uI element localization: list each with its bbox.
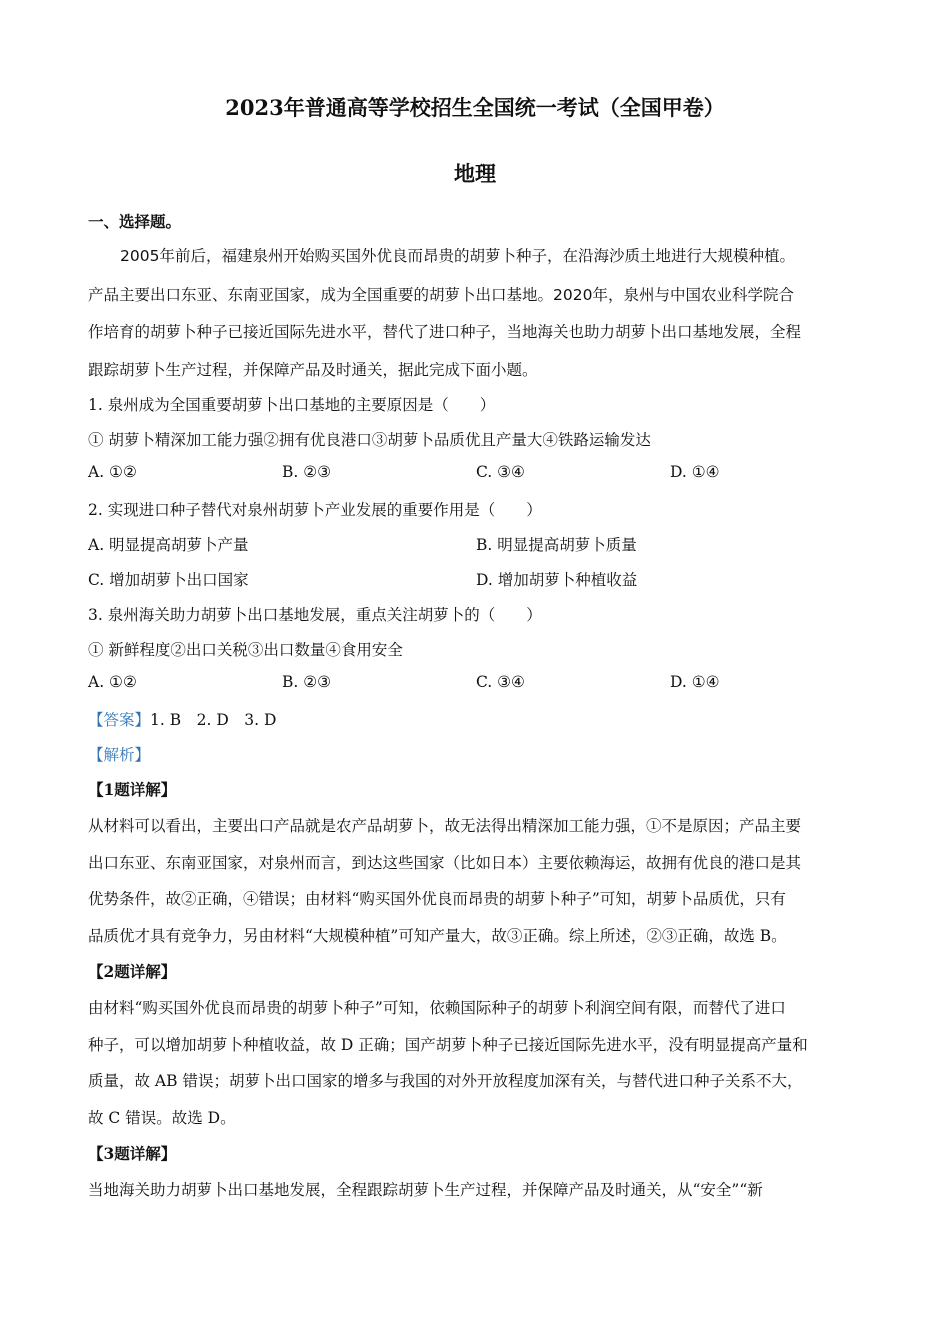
detail-1-line-3: 优势条件，故②正确，④错误；由材料“购买国外优良而昂贵的胡萝卜种子”可知，胡萝卜品质优，只有 bbox=[88, 890, 786, 908]
detail-3-label: 【3题详解】 bbox=[88, 1144, 177, 1163]
detail-2-line-4: 故 C 错误。故选 D。 bbox=[88, 1109, 236, 1127]
detail-3-line-1: 当地海关助力胡萝卜出口基地发展，全程跟踪胡萝卜生产过程，并保障产品及时通关，从“安全”“新 bbox=[88, 1181, 763, 1199]
question-1-items: ① 胡萝卜精深加工能力强②拥有优良港口③胡萝卜品质优且产量大④铁路运输发达 bbox=[88, 431, 651, 449]
question-2-option-c: C. 增加胡萝卜出口国家 bbox=[88, 571, 249, 589]
question-1-stem: 1. 泉州成为全国重要胡萝卜出口基地的主要原因是（ ） bbox=[88, 396, 496, 414]
passage-line-4: 跟踪胡萝卜生产过程，并保障产品及时通关，据此完成下面小题。 bbox=[88, 361, 538, 379]
question-1-option-c: C. ③④ bbox=[476, 463, 525, 481]
analysis-label: 【解析】 bbox=[88, 746, 151, 764]
detail-2-line-2: 种子，可以增加胡萝卜种植收益，故 D 正确；国产胡萝卜种子已接近国际先进水平，没有明显提高产量和 bbox=[88, 1036, 808, 1054]
answer-row bbox=[88, 708, 276, 730]
passage-line-3: 作培育的胡萝卜种子已接近国际先进水平，替代了进口种子，当地海关也助力胡萝卜出口基地发展，全程 bbox=[88, 323, 802, 341]
question-1-option-a: A. ①② bbox=[88, 463, 137, 481]
question-2-option-b: B. 明显提高胡萝卜质量 bbox=[476, 536, 637, 554]
subject-title: 地理 bbox=[454, 161, 496, 186]
answer-label: 【答案】 bbox=[88, 711, 151, 729]
question-3-option-d: D. ①④ bbox=[670, 673, 720, 691]
answer-text: 1. B 2. D 3. D bbox=[150, 711, 277, 729]
section-heading: 一、选择题。 bbox=[88, 213, 182, 231]
passage-line-2: 产品主要出口东亚、东南亚国家，成为全国重要的胡萝卜出口基地。2020年，泉州与中国农业科学院合 bbox=[88, 286, 794, 304]
question-3-option-c: C. ③④ bbox=[476, 673, 525, 691]
question-3-stem: 3. 泉州海关助力胡萝卜出口基地发展，重点关注胡萝卜的（ ） bbox=[88, 606, 542, 624]
question-3-option-b: B. ②③ bbox=[282, 673, 332, 691]
detail-2-line-1: 由材料“购买国外优良而昂贵的胡萝卜种子”可知，依赖国际种子的胡萝卜利润空间有限，而替代了进口 bbox=[88, 999, 786, 1017]
question-1-option-b: B. ②③ bbox=[282, 463, 332, 481]
detail-1-line-1: 从材料可以看出，主要出口产品就是农产品胡萝卜，故无法得出精深加工能力强，①不是原因；产品主要 bbox=[88, 817, 802, 835]
question-2-option-a: A. 明显提高胡萝卜产量 bbox=[88, 536, 249, 554]
exam-title: 2023年普通高等学校招生全国统一考试（全国甲卷） bbox=[225, 95, 725, 120]
passage-line-1: 2005年前后，福建泉州开始购买国外优良而昂贵的胡萝卜种子，在沿海沙质土地进行大规模种植。 bbox=[120, 247, 795, 265]
question-3-items: ① 新鲜程度②出口关税③出口数量④食用安全 bbox=[88, 641, 403, 659]
question-2-stem: 2. 实现进口种子替代对泉州胡萝卜产业发展的重要作用是（ ） bbox=[88, 501, 542, 519]
detail-2-line-3: 质量，故 AB 错误；胡萝卜出口国家的增多与我国的对外开放程度加深有关，与替代进口种子关系不大， bbox=[88, 1072, 803, 1090]
detail-2-label: 【2题详解】 bbox=[88, 962, 177, 981]
question-2-option-d: D. 增加胡萝卜种植收益 bbox=[476, 571, 638, 589]
detail-1-label: 【1题详解】 bbox=[88, 780, 177, 799]
question-1-option-d: D. ①④ bbox=[670, 463, 720, 481]
question-3-option-a: A. ①② bbox=[88, 673, 137, 691]
detail-1-line-4: 品质优才具有竞争力，另由材料“大规模种植”可知产量大，故③正确。综上所述，②③正确，故选 B。 bbox=[88, 927, 787, 945]
detail-1-line-2: 出口东亚、东南亚国家，对泉州而言，到达这些国家（比如日本）主要依赖海运，故拥有优良的港口是其 bbox=[88, 854, 802, 872]
